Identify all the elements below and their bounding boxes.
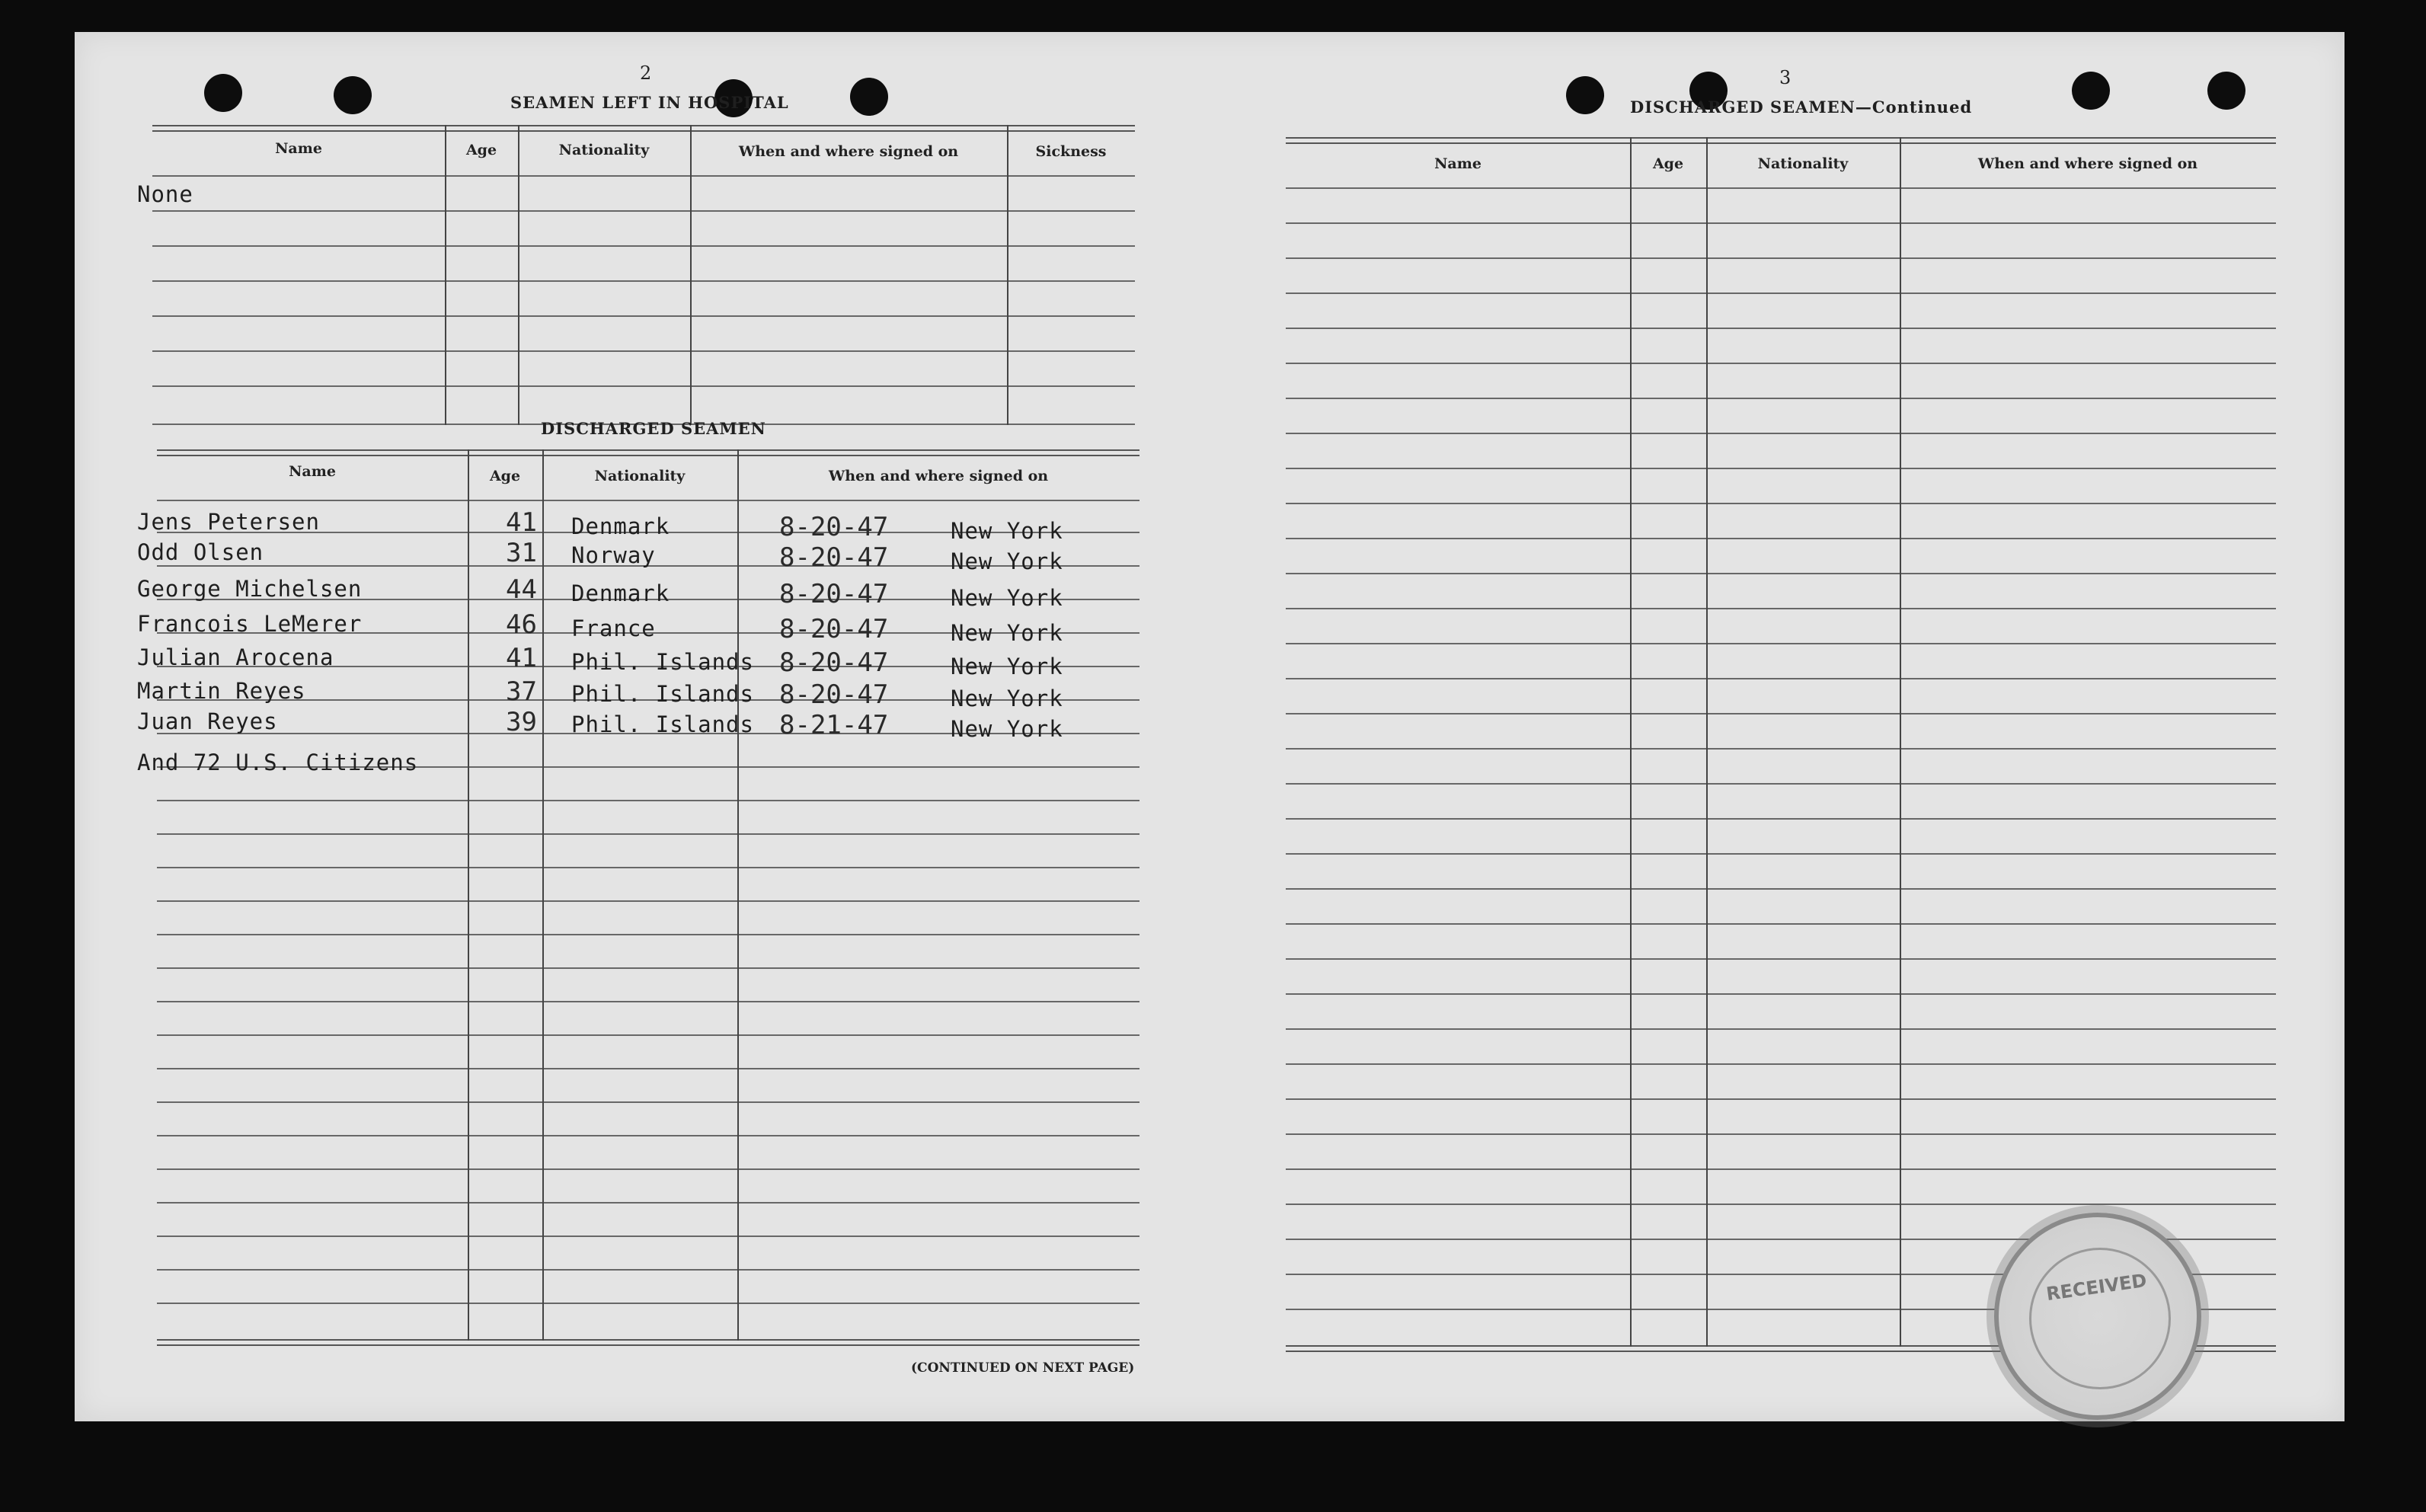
punch-hole [2207, 72, 2245, 110]
continued-note: (CONTINUED ON NEXT PAGE) [911, 1360, 1135, 1376]
right-section-title: DISCHARGED SEAMEN—Continued [1630, 97, 1973, 117]
col-name: Name [289, 463, 336, 480]
signed-date: 8-20-47 [779, 614, 889, 644]
col-name: Name [1434, 155, 1481, 172]
seaman-name: Julian Arocena [137, 644, 334, 670]
col-nationality: Nationality [1757, 155, 1849, 172]
seaman-nationality: Phil. Islands [571, 649, 754, 675]
seaman-name: Odd Olsen [137, 539, 264, 565]
stamp-label: RECEIVED [2044, 1269, 2149, 1306]
col-age: Age [1652, 155, 1684, 172]
seaman-name: George Michelsen [137, 576, 363, 602]
signed-date: 8-20-47 [779, 647, 889, 678]
seaman-nationality: Denmark [571, 513, 670, 539]
signed-place: New York [951, 585, 1063, 611]
seaman-nationality: Denmark [571, 580, 670, 606]
seaman-name: Juan Reyes [137, 708, 278, 734]
received-stamp [1994, 1213, 2201, 1420]
col-name: Name [275, 140, 322, 157]
signed-place: New York [951, 518, 1063, 544]
seaman-nationality: Phil. Islands [571, 681, 754, 707]
col-signed-on: When and where signed on [1977, 155, 2198, 172]
col-signed-on: When and where signed on [738, 143, 959, 160]
signed-date: 8-20-47 [779, 679, 889, 710]
seaman-age: 39 [506, 707, 537, 737]
signed-date: 8-20-47 [779, 579, 889, 609]
continued-table [1286, 137, 2290, 1386]
punch-hole [850, 78, 888, 116]
stamp-inner-ring [2029, 1248, 2171, 1389]
seaman-age: 31 [506, 538, 537, 568]
col-age: Age [489, 468, 521, 484]
signed-place: New York [951, 654, 1063, 679]
punch-hole [204, 74, 242, 112]
signed-date: 8-21-47 [779, 710, 889, 740]
discharged-section-title: DISCHARGED SEAMEN [541, 419, 766, 438]
seaman-name: Jens Petersen [137, 509, 320, 535]
col-signed-on: When and where signed on [828, 468, 1049, 484]
right-page-number: 3 [1779, 67, 1792, 88]
left-page-number: 2 [640, 62, 652, 84]
col-nationality: Nationality [558, 142, 650, 158]
punch-hole [1566, 76, 1604, 114]
signed-date: 8-20-47 [779, 512, 889, 542]
seaman-age: 41 [506, 643, 537, 673]
punch-hole [2072, 72, 2110, 110]
signed-date: 8-20-47 [779, 542, 889, 573]
hospital-section-title: SEAMEN LEFT IN HOSPITAL [510, 93, 789, 112]
seaman-age: 41 [506, 507, 537, 538]
signed-place: New York [951, 716, 1063, 742]
signed-place: New York [951, 620, 1063, 646]
seaman-age: 44 [506, 574, 537, 605]
citizens-note: And 72 U.S. Citizens [137, 750, 419, 775]
document-sheet [75, 32, 2344, 1421]
signed-place: New York [951, 686, 1063, 711]
col-nationality: Nationality [594, 468, 686, 484]
punch-hole [334, 76, 372, 114]
seaman-age: 46 [506, 609, 537, 640]
seaman-age: 37 [506, 676, 537, 707]
seaman-nationality: Norway [571, 542, 656, 568]
col-sickness: Sickness [1035, 143, 1107, 160]
hospital-table [152, 125, 1135, 433]
signed-place: New York [951, 548, 1063, 574]
seaman-nationality: France [571, 615, 656, 641]
seaman-nationality: Phil. Islands [571, 711, 754, 737]
hospital-entry: None [137, 181, 193, 207]
seaman-name: Martin Reyes [137, 678, 306, 704]
col-age: Age [465, 142, 497, 158]
seaman-name: Francois LeMerer [137, 611, 363, 637]
